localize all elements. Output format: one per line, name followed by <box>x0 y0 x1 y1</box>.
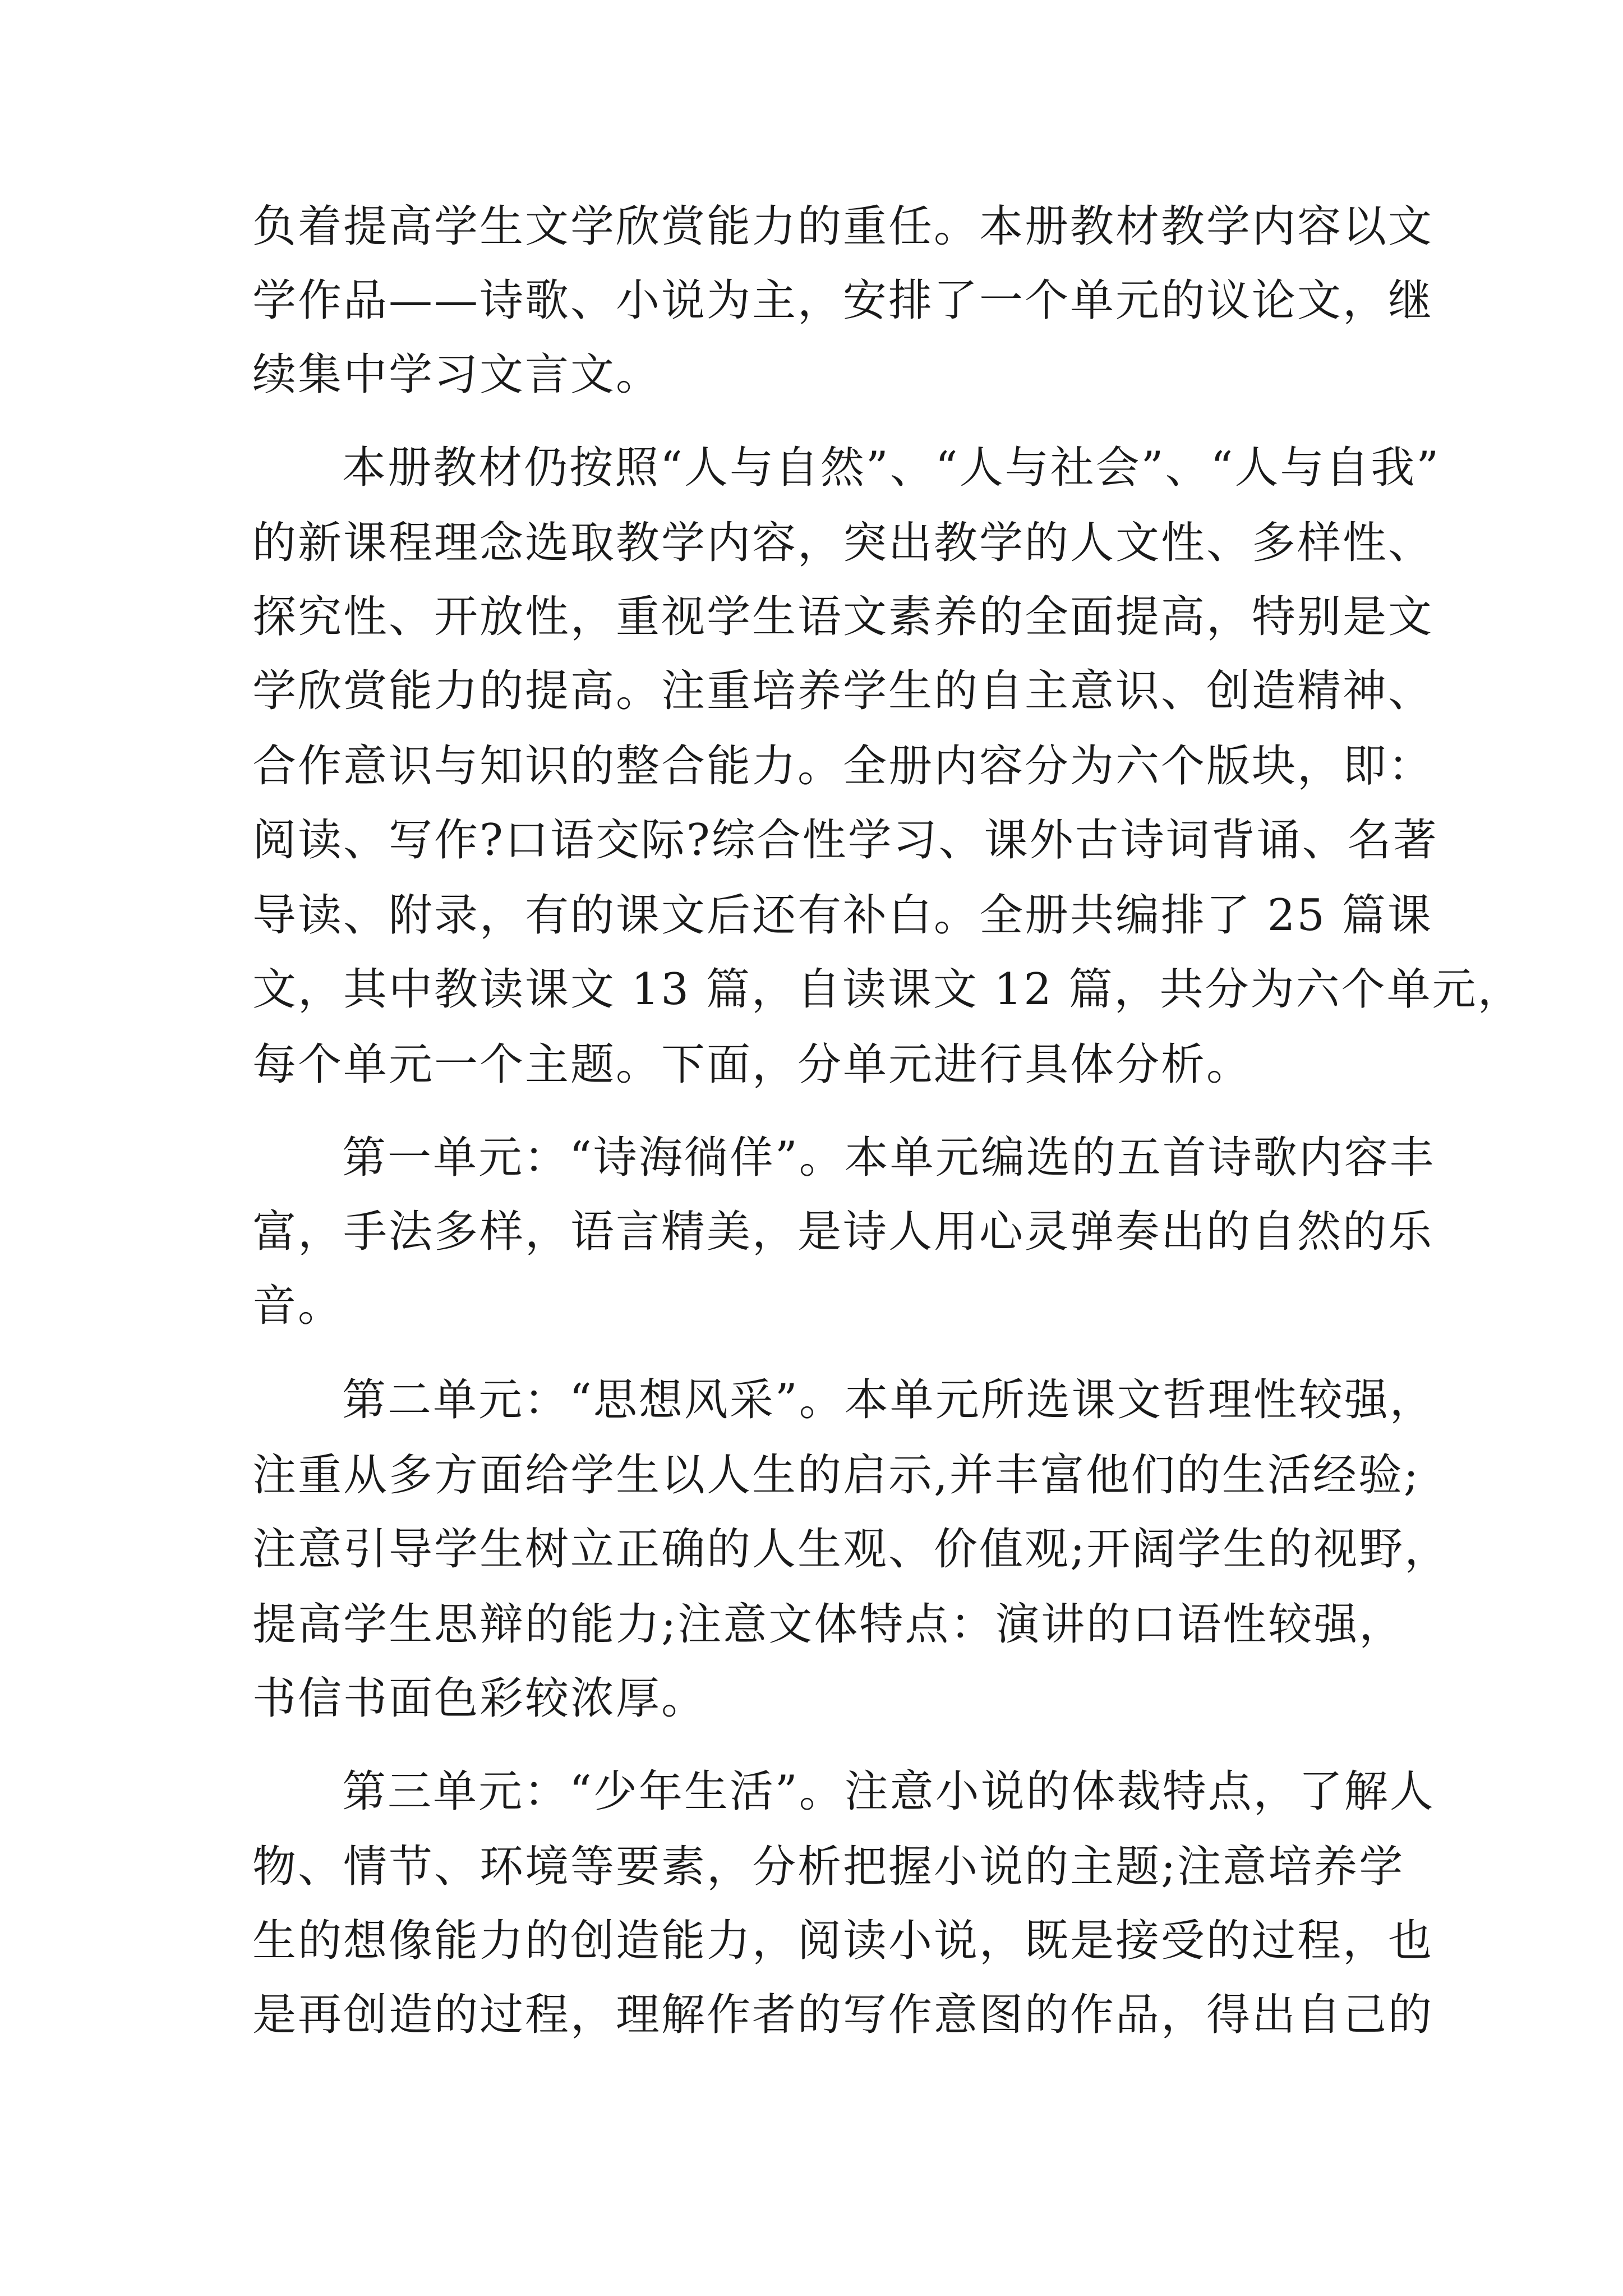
text-line: 物、情节、环境等要素，分析把握小说的主题;注意培养学 <box>252 1842 1405 1892</box>
text-line: 负着提高学生文学欣赏能力的重任。本册教材教学内容以文 <box>252 201 1434 252</box>
text-line: 生的想像能力的创造能力，阅读小说，既是接受的过程，也 <box>252 1916 1434 1966</box>
text-line: 续集中学习文言文。 <box>252 349 662 400</box>
text-line: 第一单元：“诗海徜佯”。本单元编选的五首诗歌内容丰 <box>342 1133 1435 1183</box>
text-line: 导读、附录，有的课文后还有补白。全册共编排了 25 篇课 <box>252 890 1433 941</box>
text-line: 注意引导学生树立正确的人生观、价值观;开阔学生的视野， <box>252 1524 1450 1575</box>
text-line: 学作品——诗歌、小说为主，安排了一个单元的议论文，继 <box>252 275 1434 326</box>
text-line: 注重从多方面给学生以人生的启示,并丰富他们的生活经验; <box>252 1450 1421 1501</box>
text-line: 学欣赏能力的提高。注重培养学生的自主意识、创造精神、 <box>252 666 1434 716</box>
text-line: 是再创造的过程，理解作者的写作意图的作品，得出自己的 <box>252 1990 1434 2040</box>
text-line: 本册教材仍按照“人与自然”、“人与社会”、“人与自我” <box>342 443 1441 493</box>
text-line: 合作意识与知识的整合能力。全册内容分为六个版块，即： <box>252 741 1434 792</box>
text-line: 富，手法多样，语言精美，是诗人用心灵弹奏出的自然的乐 <box>252 1207 1434 1257</box>
text-line: 第二单元：“思想风采”。本单元所选课文哲理性较强， <box>342 1375 1435 1425</box>
text-line: 文，其中教读课文 13 篇，自读课文 12 篇，共分为六个单元， <box>252 964 1523 1015</box>
text-line: 阅读、写作?口语交际?综合性学习、课外古诗词背诵、名著 <box>252 815 1438 866</box>
text-line: 音。 <box>252 1281 344 1331</box>
text-line: 第三单元：“少年生活”。注意小说的体裁特点，了解人 <box>342 1766 1435 1817</box>
text-line: 书信书面色彩较浓厚。 <box>252 1673 707 1724</box>
text-line: 的新课程理念选取教学内容，突出教学的人文性、多样性、 <box>252 518 1434 568</box>
text-line: 每个单元一个主题。下面，分单元进行具体分析。 <box>252 1039 1252 1090</box>
text-line: 提高学生思辩的能力;注意文体特点：演讲的口语性较强， <box>252 1599 1405 1650</box>
text-line: 探究性、开放性，重视学生语文素养的全面提高，特别是文 <box>252 592 1434 642</box>
